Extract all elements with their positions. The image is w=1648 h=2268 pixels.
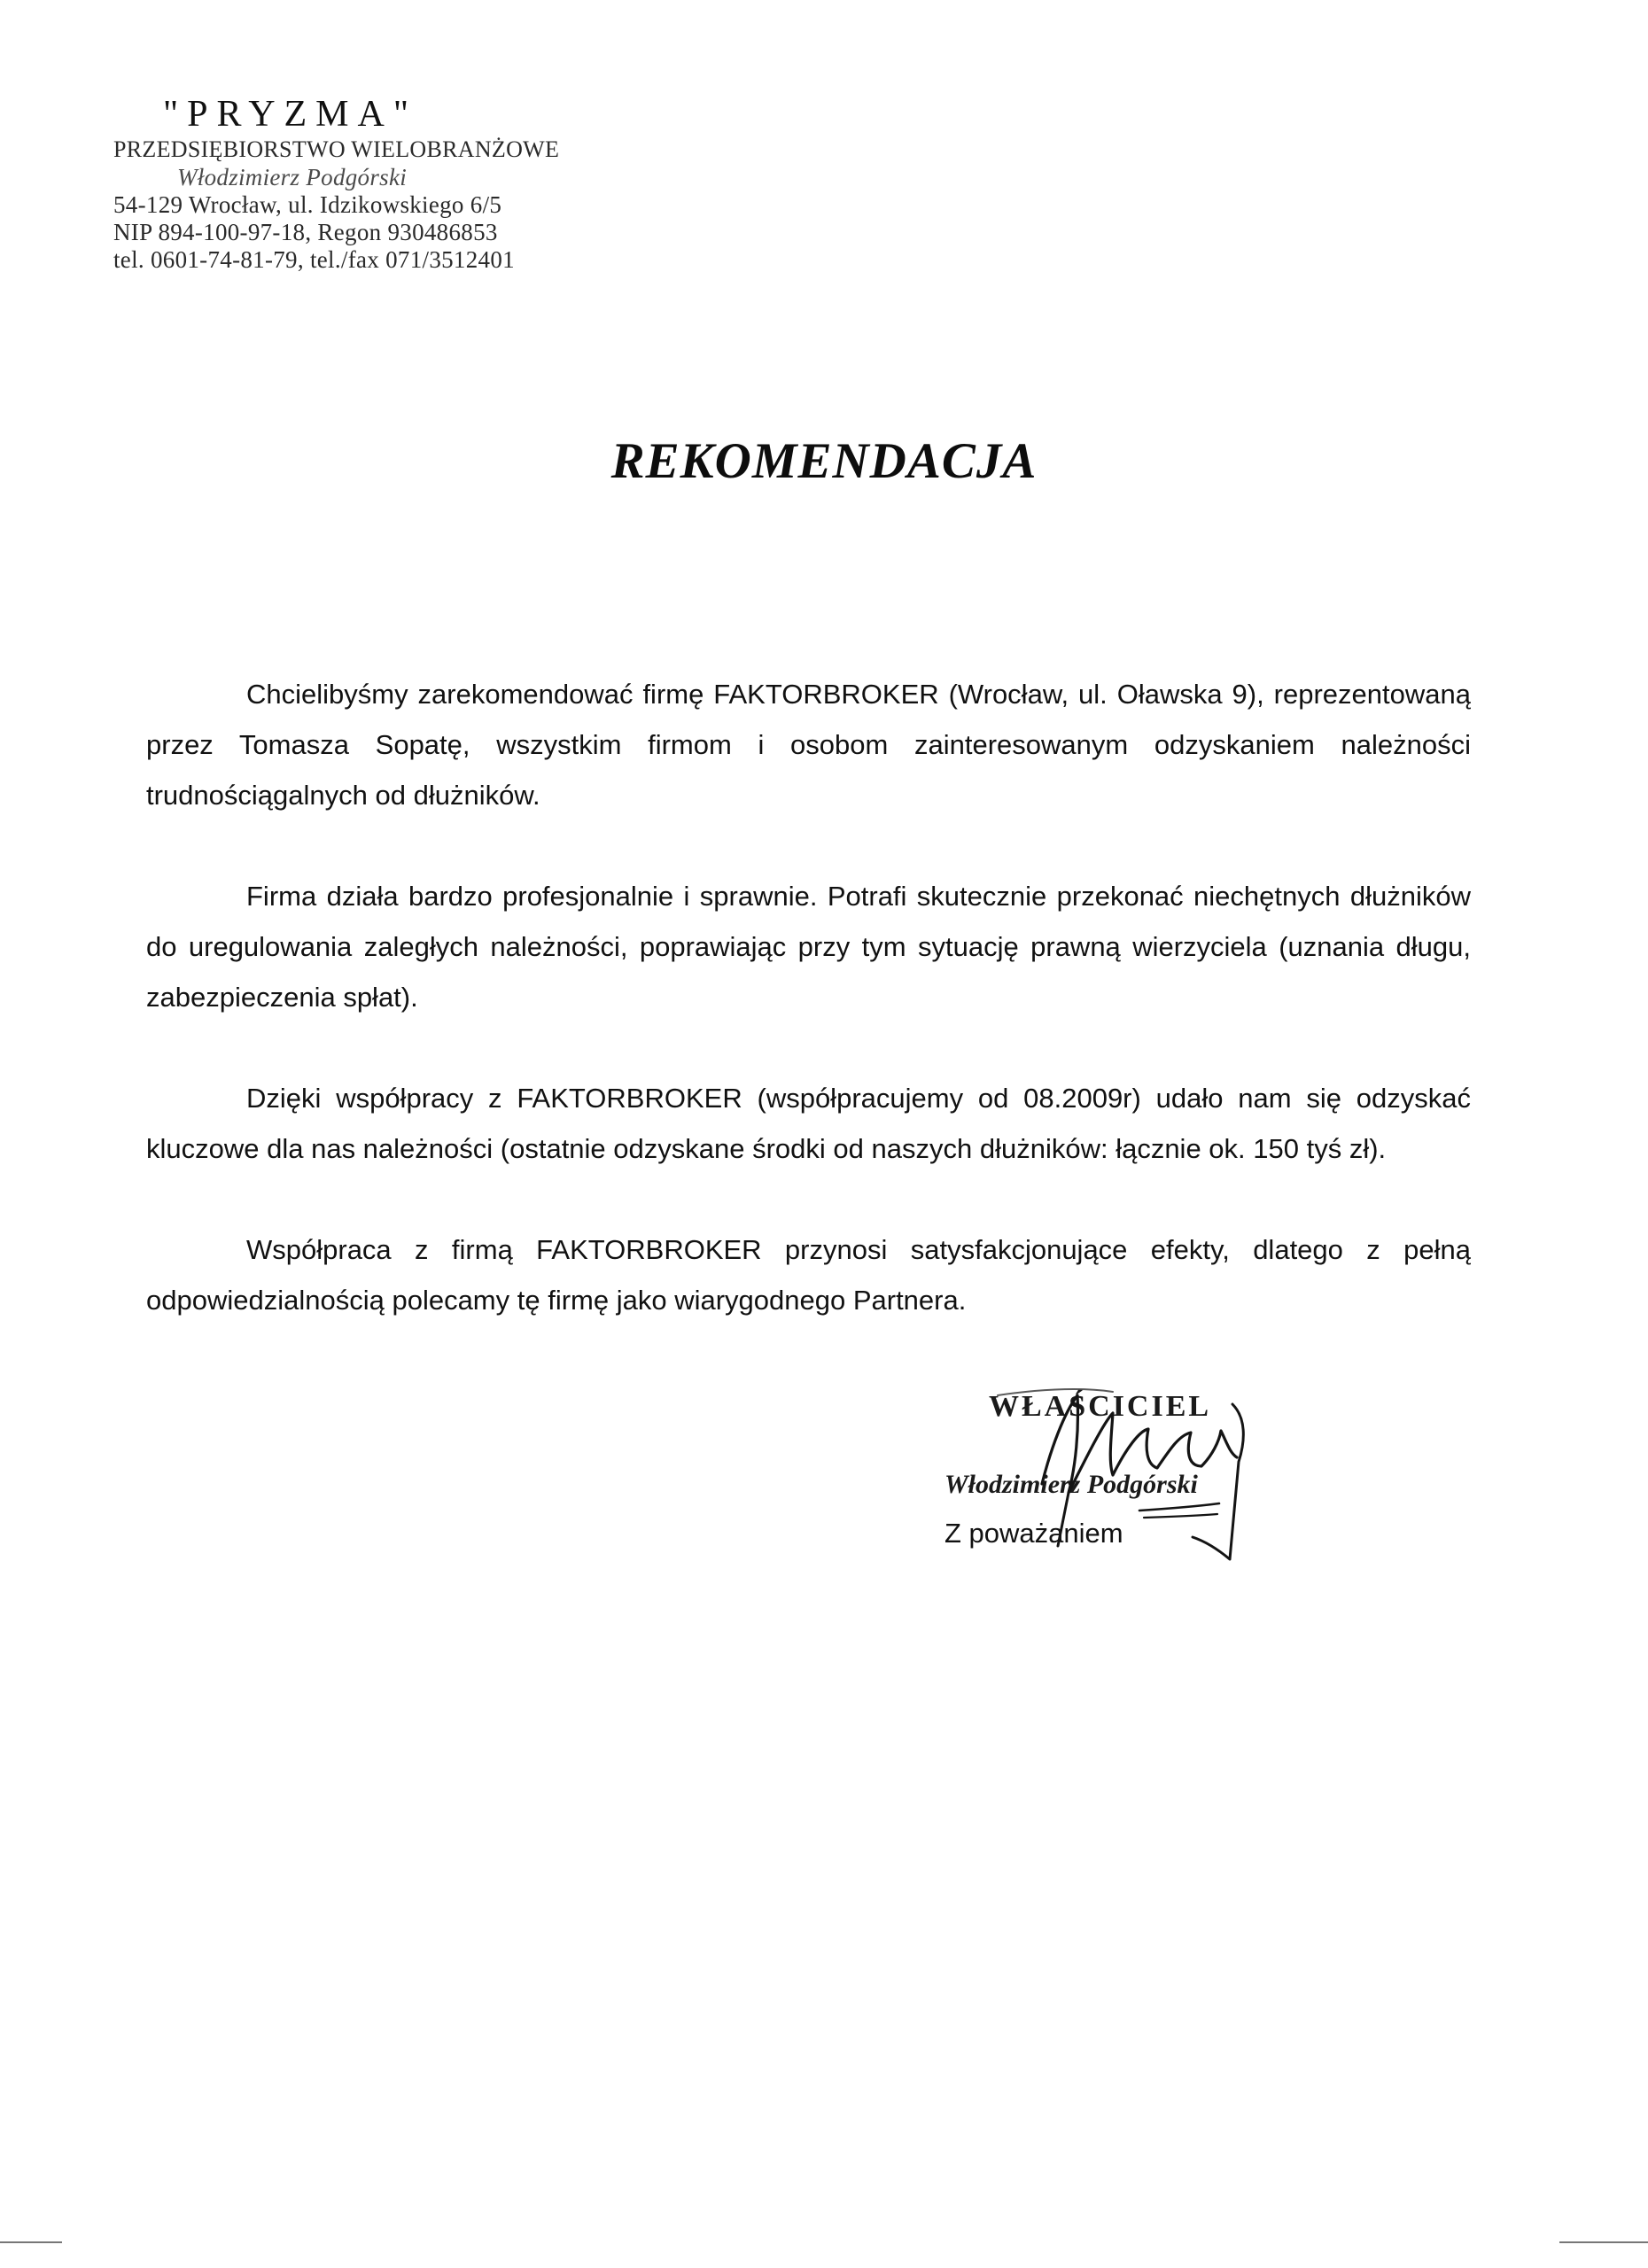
letterhead-stamp	[113, 96, 610, 276]
company-name: "PRYZMA"	[163, 94, 418, 135]
paragraph-2: Firma działa bardzo profesjonalnie i sprawnie. Potrafi skutecznie przekonać niechętnych dłużników do uregulowania zaległych należności, poprawiając przy tym sytuację prawną wierzyciela (uznania długu, zabezpieczenia spłat).	[146, 881, 1471, 1013]
company-type: PRZEDSIĘBIORSTWO WIELOBRANŻOWE	[113, 136, 560, 162]
company-phone: tel. 0601-74-81-79, tel./fax 071/3512401	[113, 246, 515, 273]
handwritten-signature-icon	[980, 1378, 1263, 1573]
stamp-title: WŁAŚCICIEL	[989, 1390, 1212, 1423]
company-address: 54-129 Wrocław, ul. Idzikowskiego 6/5	[113, 191, 502, 218]
document-body	[146, 669, 1471, 1376]
document-title: REKOMENDACJA	[610, 433, 1038, 489]
scan-artifact	[1559, 2241, 1648, 2243]
closing-regards: Z poważaniem	[944, 1518, 1123, 1549]
paragraph-1: Chcielibyśmy zarekomendować firmę FAKTORBROKER (Wrocław, ul. Oławska 9), reprezentowaną przez Tomasza Sopatę, wszystkim firmom i osobom zainteresowanym odzyskaniem należności trudnościągalnych od dłużników.	[146, 679, 1471, 811]
stamp-name: Włodzimierz Podgórski	[944, 1470, 1198, 1499]
company-owner: Włodzimierz Podgórski	[177, 164, 408, 190]
paragraph-4: Współpraca z firmą FAKTORBROKER przynosi satysfakcjonujące efekty, dlatego z pełną odpowiedzialnością polecamy tę firmę jako wiarygodnego Partnera.	[146, 1234, 1471, 1316]
scan-artifact	[0, 2241, 62, 2243]
paragraph-3: Dzięki współpracy z FAKTORBROKER (współpracujemy od 08.2009r) udało nam się odzyskać kluczowe dla nas należności (ostatnie odzyskane środki od naszych dłużników: łącznie ok. 150 tyś zł).	[146, 1083, 1471, 1164]
signature-block	[944, 1378, 1317, 1590]
company-registry: NIP 894-100-97-18, Regon 930486853	[113, 219, 498, 245]
